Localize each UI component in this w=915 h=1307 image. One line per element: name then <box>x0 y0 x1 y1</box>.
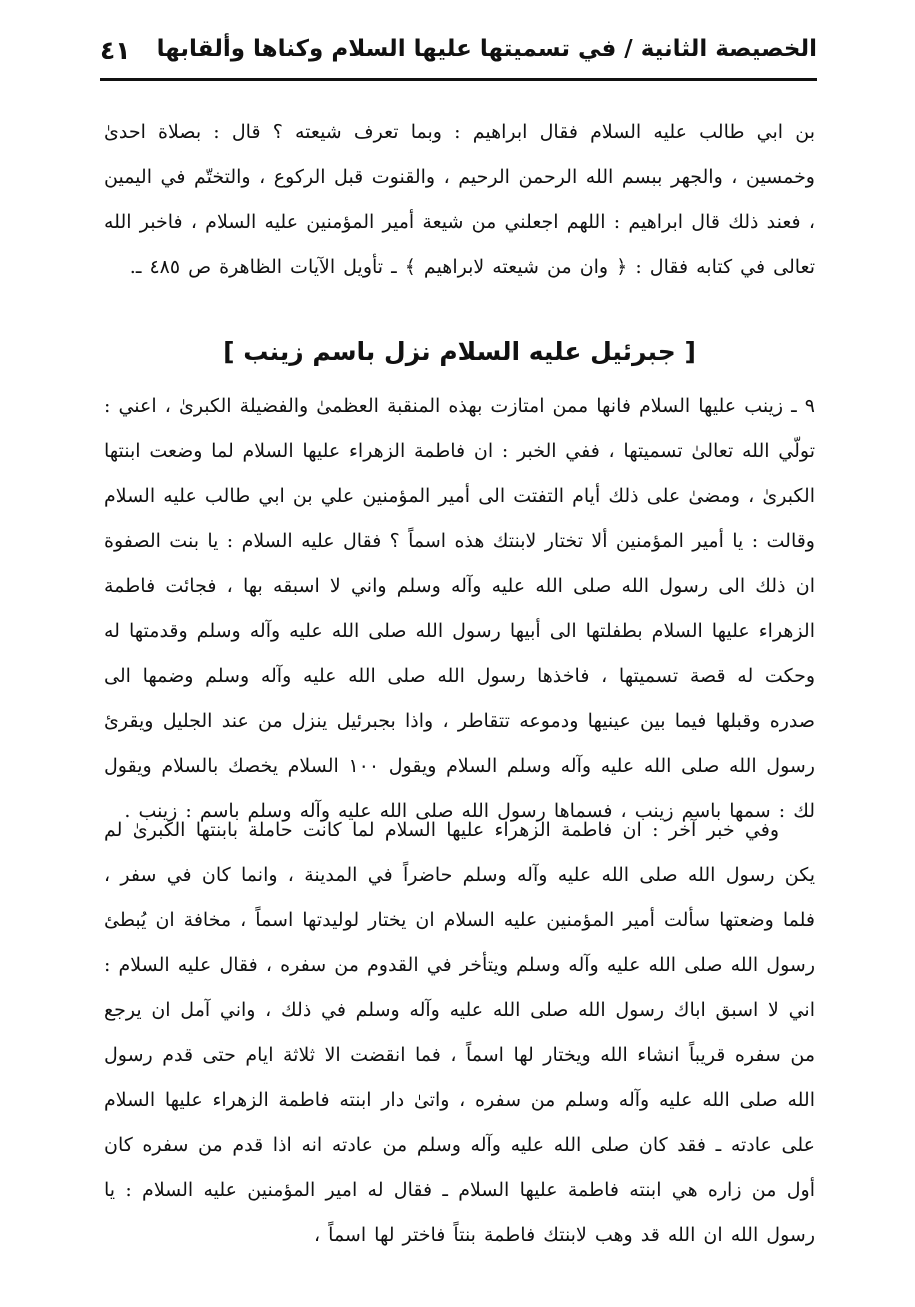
running-header <box>100 34 817 76</box>
intro-passage <box>104 110 815 290</box>
section-heading: [ جبرئيل عليه السلام نزل باسم زينب ] <box>223 337 696 366</box>
header-rule <box>100 78 817 81</box>
page-number: ٤١ <box>100 36 131 65</box>
other-report-paragraph: وفي خبر آخر : ان فاطمة الزهراء عليها السلام لما كانت حاملة بابنتها الكبرىٰ لم يكن رسول الله صلى الله عليه وآله وسلم حاضراً في المدينة ، وانما كان في سفر ، فلما وضعتها سألت أمير المؤمنين عليه السلام ان يختار لوليدتها اسماً ، مخافة ان يُبطئ رسول الله صلى الله عليه وآله وسلم ويتأخر في القدوم من سفره ، فقال عليه السلام : اني لا اسبق اباك رسول الله صلى الله عليه وآله وسلم في ذلك ، واني آمل ان يرجع من سفره قريباً انشاء الله ويختار لها اسماً ، فما انقضت الا ثلاثة ايام حتى قدم رسول الله صلى الله عليه وآله وسلم من سفره ، واتىٰ دار ابنته فاطمة الزهراء عليها السلام على عادته ـ فقد كان صلى الله عليه وآله وسلم من عادته انه اذا قدم من سفره كان أول من زاره هي ابنته فاطمة عليها السلام ـ فقال له امير المؤمنين عليه السلام : يا رسول الله ان الله قد وهب لابنتك فاطمة بنتاً فاختر لها اسماً ، <box>104 819 816 1246</box>
item-9-passage <box>104 384 815 834</box>
chapter-title: الخصيصة الثانية / في تسميتها عليها السلام وكناها وألقابها <box>156 36 817 62</box>
item-9-paragraph: ٩ ـ زينب عليها السلام فانها ممن امتازت بهذه المنقبة العظمىٰ والفضيلة الكبرىٰ ، اعني : تولّي الله تعالىٰ تسميتها ، ففي الخبر : ان فاطمة الزهراء عليها السلام لما وضعت ابنتها الكبرىٰ ، ومضىٰ على ذلك أيام التفتت الى أمير المؤمنين علي بن ابي طالب عليه السلام وقالت : يا أمير المؤمنين ألا تختار لابنتك هذه اسماً ؟ فقال عليه السلام : يا بنت الصفوة ان ذلك الى رسول الله صلى الله عليه وآله وسلم واني لا اسبقه بها ، فجائت فاطمة الزهراء عليها السلام بطفلتها الى أبيها رسول الله صلى الله عليه وآله وسلم وقدمتها له وحكت له قصة تسميتها ، فاخذها رسول الله صلى الله عليه وآله وسلم وضمها الى صدره وقبلها فيما بين عينيها ودموعه تتقاطر ، واذا بجبرئيل ينزل من عند الجليل ويقرئ رسول الله صلى الله عليه وآله وسلم السلام ويقول ١٠٠ السلام يخصك بالسلام ويقول لك : سمها باسم زينب ، فسماها رسول الله صلى الله عليه وآله وسلم باسم : زينب . <box>104 395 815 822</box>
intro-paragraph: بن ابي طالب عليه السلام فقال ابراهيم : وبما تعرف شيعته ؟ قال : بصلاة احدىٰ وخمسين ، والجهر ببسم الله الرحمن الرحيم ، والقنوت قبل الركوع ، والتختّم في اليمين ، فعند ذلك قال ابراهيم : اللهم اجعلني من شيعة أمير المؤمنين عليه السلام ، فاخبر الله تعالى في كتابه فقال : ﴿ وان من شيعته لابراهيم ﴾ ـ تأويل الآيات الظاهرة ص ٤٨٥ ـ. <box>104 121 815 278</box>
other-report-passage <box>104 808 815 1258</box>
